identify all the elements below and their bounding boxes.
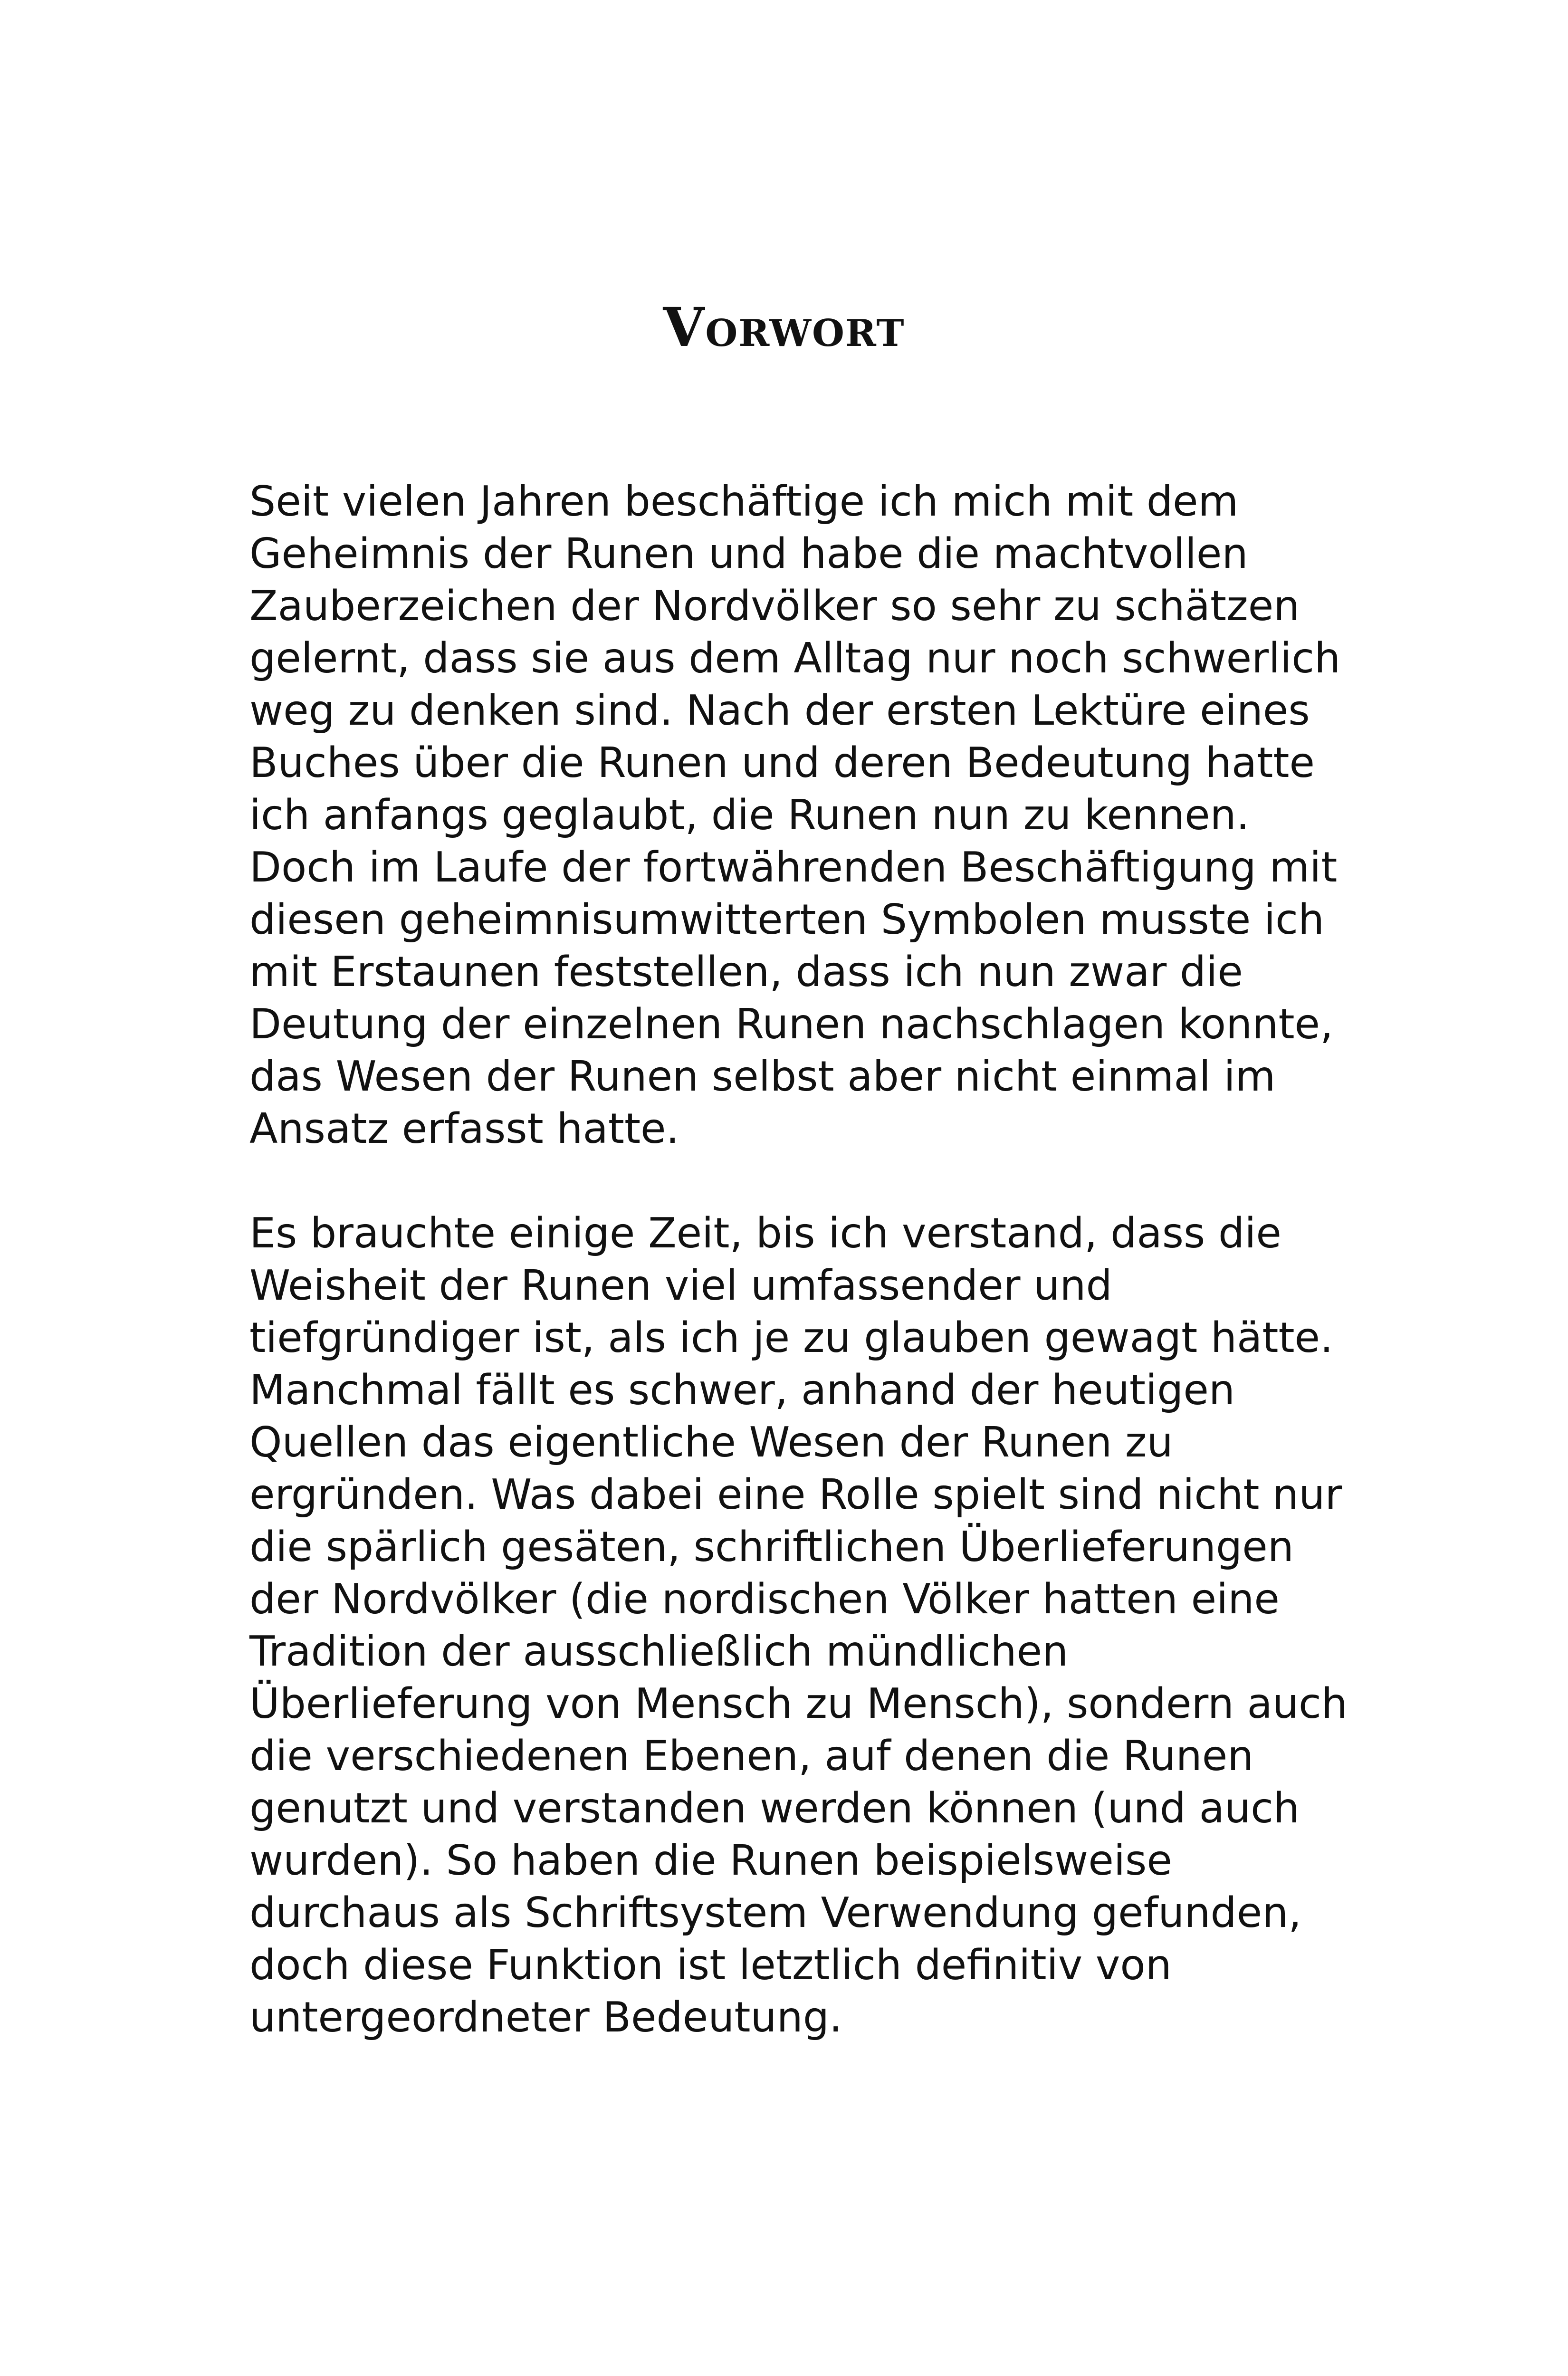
page-title: Vorwort — [663, 297, 905, 359]
text-line: ich anfangs geglaubt, die Runen nun zu kennen. — [249, 791, 1250, 839]
text-line: das Wesen der Runen selbst aber nicht einmal im — [249, 1052, 1276, 1101]
text-line: der Nordvölker (die nordischen Völker hatten eine — [249, 1575, 1280, 1623]
text-line: tiefgründiger ist, als ich je zu glauben gewagt hätte. — [249, 1313, 1333, 1362]
paragraph-1 — [249, 475, 1447, 1155]
text-line: Deutung der einzelnen Runen nachschlagen konnte, — [249, 1000, 1333, 1048]
text-line: Weisheit der Runen viel umfassender und — [249, 1261, 1112, 1310]
text-line: Quellen das eigentliche Wesen der Runen zu — [249, 1418, 1173, 1466]
paragraph-2 — [249, 1207, 1447, 2043]
text-line: diesen geheimnisumwitterten Symbolen musste ich — [249, 895, 1325, 944]
text-line: mit Erstaunen feststellen, dass ich nun zwar die — [249, 948, 1243, 996]
text-line: doch diese Funktion ist letztlich definitiv von — [249, 1941, 1172, 1989]
text-line: Doch im Laufe der fortwährenden Beschäftigung mit — [249, 843, 1338, 891]
text-line: weg zu denken sind. Nach der ersten Lektüre eines — [249, 686, 1310, 735]
text-line: Tradition der ausschließlich mündlichen — [249, 1627, 1069, 1676]
text-line: Buches über die Runen und deren Bedeutung hatte — [249, 738, 1315, 787]
text-line: die verschiedenen Ebenen, auf denen die Runen — [249, 1732, 1254, 1780]
text-line: Zauberzeichen der Nordvölker so sehr zu schätzen — [249, 582, 1300, 630]
text-line: Ansatz erfasst hatte. — [249, 1104, 679, 1153]
text-line: ergründen. Was dabei eine Rolle spielt sind nicht nur — [249, 1470, 1342, 1519]
text-line: gelernt, dass sie aus dem Alltag nur noch schwerlich — [249, 634, 1341, 682]
text-line: Überlieferung von Mensch zu Mensch), sondern auch — [249, 1679, 1348, 1728]
text-line: durchaus als Schriftsystem Verwendung gefunden, — [249, 1888, 1302, 1937]
paragraph-spacer — [249, 1155, 1447, 1207]
text-line: Manchmal fällt es schwer, anhand der heutigen — [249, 1366, 1235, 1414]
text-line: genutzt und verstanden werden können (und auch — [249, 1784, 1300, 1832]
body-text — [249, 475, 1447, 2043]
text-line: wurden). So haben die Runen beispielsweise — [249, 1836, 1172, 1885]
text-line: die spärlich gesäten, schriftlichen Überlieferungen — [249, 1523, 1294, 1571]
text-line: untergeordneter Bedeutung. — [249, 1993, 842, 2041]
text-line: Es brauchte einige Zeit, bis ich verstand, dass die — [249, 1209, 1281, 1257]
text-line: Seit vielen Jahren beschäftige ich mich mit dem — [249, 477, 1239, 526]
text-line: Geheimnis der Runen und habe die machtvollen — [249, 529, 1248, 578]
